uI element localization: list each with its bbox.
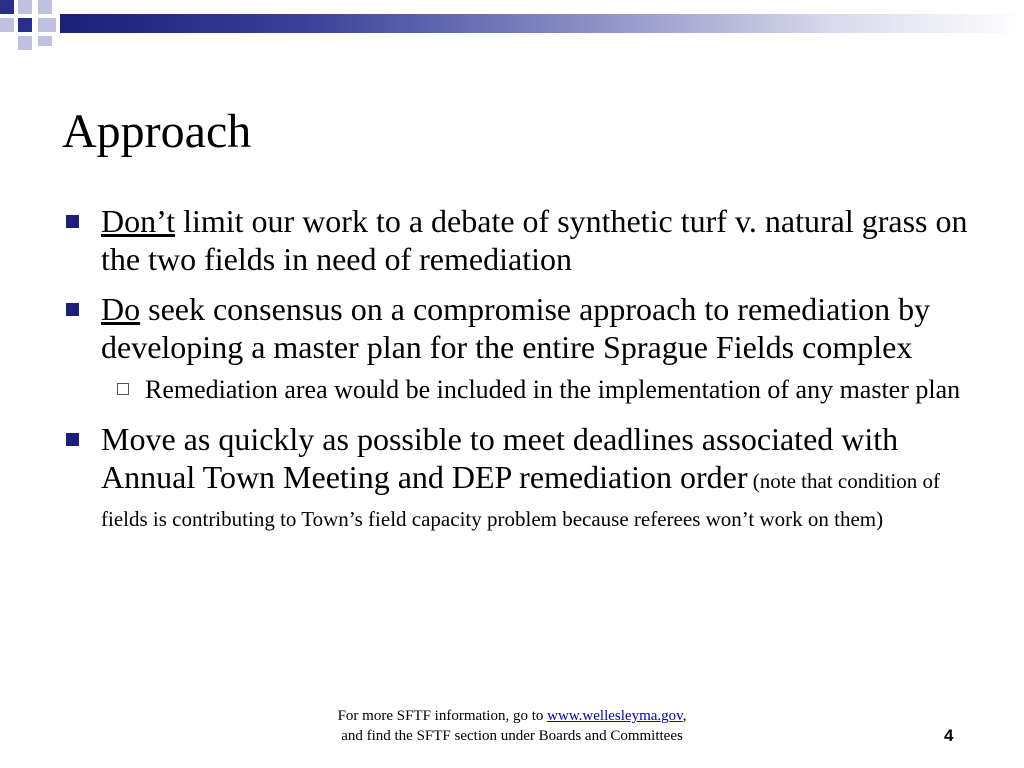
bullet-item: [62, 202, 982, 278]
bullet-text: limit our work to a debate of synthetic turf v. natural grass on the two fields in need of remediation: [101, 203, 968, 277]
bullet-text: Move as quickly as possible to meet deadlines associated with Annual Town Meeting and DEP remediation order: [101, 421, 899, 495]
bullet-item: [62, 290, 982, 366]
bullet-item: [62, 420, 982, 534]
square-bullet-icon: [66, 215, 79, 228]
decorative-square: [38, 36, 52, 46]
decorative-square: [18, 0, 32, 14]
square-bullet-icon: [66, 433, 79, 446]
website-link[interactable]: www.wellesleyma.gov: [547, 708, 683, 724]
hollow-square-bullet-icon: [117, 383, 129, 395]
bullet-list: [62, 202, 982, 546]
decorative-square: [0, 0, 14, 14]
decorative-square: [38, 0, 52, 14]
decorative-square: [18, 36, 32, 50]
slide-title: Approach: [62, 105, 252, 158]
footer-suffix: ,: [682, 708, 687, 724]
sub-bullet-item: [101, 372, 982, 408]
page-number: 4: [944, 726, 954, 745]
footer-line-2: and find the SFTF section under Boards and Committees: [341, 728, 683, 744]
decorative-header-band: [60, 14, 1024, 33]
decorative-square: [18, 18, 32, 32]
decorative-square: [38, 18, 56, 32]
footer-prefix: For more SFTF information, go to: [337, 708, 548, 724]
bullet-emphasis: Don’t: [101, 203, 176, 239]
square-bullet-icon: [66, 303, 79, 316]
bullet-note: (note that condition of fields is contributing to Town’s field capacity problem because referees won’t work on them): [101, 469, 940, 531]
footer-line-1: [0, 706, 1024, 726]
decorative-square: [0, 18, 14, 32]
footer: [0, 706, 1024, 746]
bullet-emphasis: Do: [101, 291, 141, 327]
sub-bullet-text: Remediation area would be included in the implementation of any master plan: [145, 375, 961, 404]
bullet-text: seek consensus on a compromise approach to remediation by developing a master plan for the entire Sprague Fields complex: [101, 291, 931, 365]
